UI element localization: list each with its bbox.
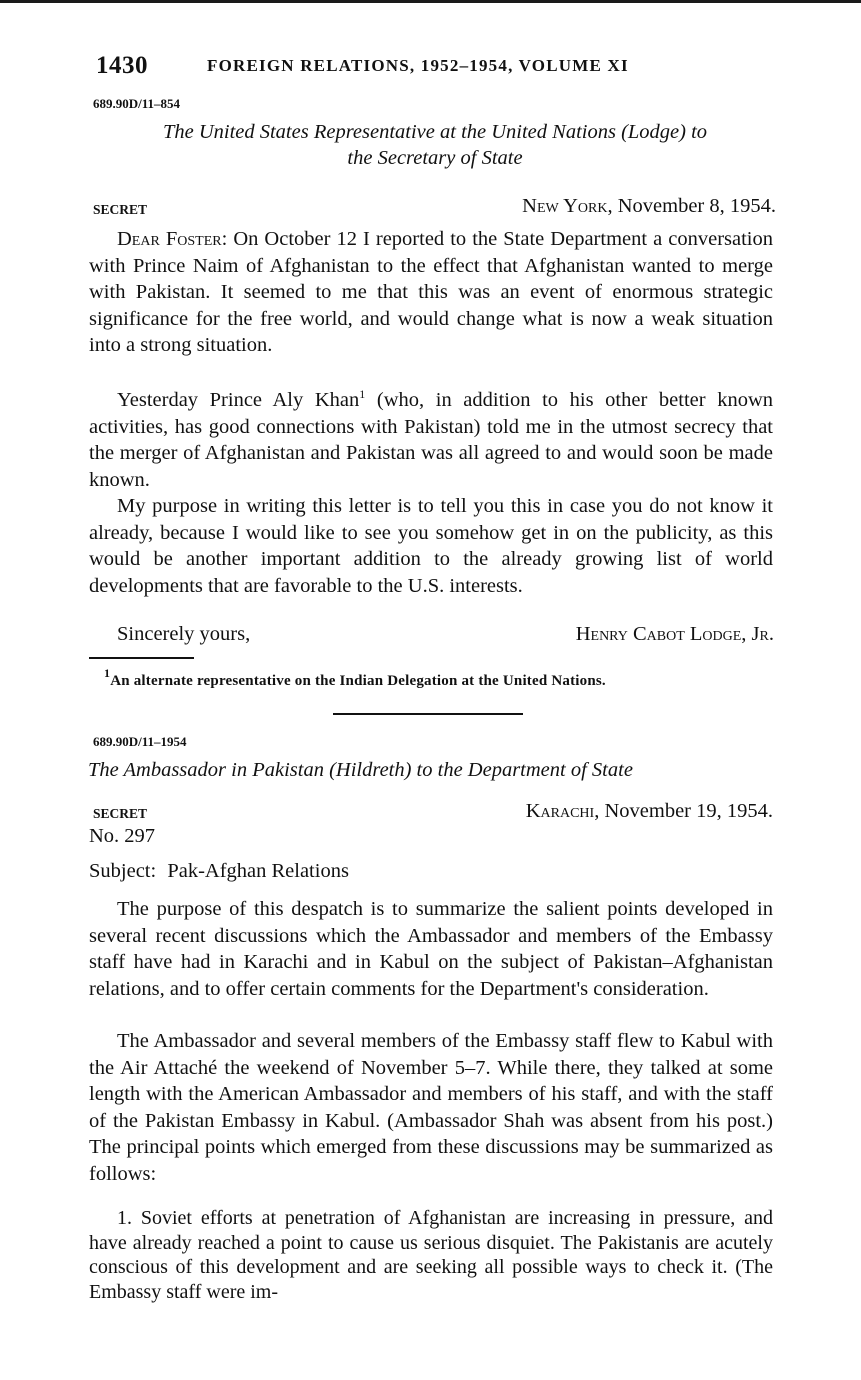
doc2-dateline-place: Karachi [525, 800, 595, 822]
doc1-paragraph-2-before: Yesterday Prince Aly Khan [117, 389, 360, 411]
doc1-salutation: Dear Foster: [117, 228, 228, 250]
footnote-mark: 1 [104, 666, 111, 680]
doc1-title-line2: the Secretary of State [347, 147, 523, 169]
top-border-rule [0, 0, 861, 3]
doc2-subject-line [89, 860, 349, 883]
page-number: 1430 [96, 52, 148, 79]
doc2-paragraph-1: The purpose of this despatch is to summarize the salient points developed in several recent discussions which the Ambassador and members of the Embassy staff have had in Karachi and in Kabul on the subject of Pakistan–Afghanistan relations, and to offer certain comments for the Department's consideration. [89, 898, 773, 1000]
doc2-file-number: 689.90D/11–1954 [93, 734, 187, 749]
doc2-dateline [526, 800, 773, 823]
doc1-file-number: 689.90D/11–854 [93, 96, 181, 111]
footnote-reference: 1 [359, 387, 366, 401]
document-separator-rule [333, 713, 523, 715]
doc2-point-1: 1. Soviet efforts at penetration of Afghanistan are increasing in pressure, and have already reached a point to cause us serious disquiet. The Pakistanis are acutely conscious of this development and are seeking all possible ways to check it. (The Embassy staff were im- [89, 1207, 773, 1303]
doc1-classification: SECRET [93, 202, 148, 217]
doc1-footnote-text: An alternate representative on the Indian Delegation at the United Nations. [110, 673, 606, 689]
doc1-dateline-place: New York [522, 195, 608, 217]
doc1-paragraph-2 [89, 387, 773, 493]
doc2-subject-label: Subject: [89, 860, 157, 882]
doc1-paragraph-3: My purpose in writing this letter is to tell you this in case you do not know it already, because I would like to see you somehow get in on the publicity, as this would be another important addition to the already growing list of world developments that are favorable to the U.S. interests. [89, 495, 773, 597]
doc1-dateline-date: , November 8, 1954. [607, 195, 776, 217]
footnote-rule [89, 657, 194, 659]
doc1-footnote [104, 666, 606, 690]
running-head: FOREIGN RELATIONS, 1952–1954, VOLUME XI [207, 56, 629, 75]
doc1-dateline [522, 195, 776, 218]
doc1-paragraph-2-after: (who, in addition to his other better known activities, has good connections with Pakistan) told me in the utmost secrecy that the merger of Afghanistan and Pakistan was all agreed to and would soon be made known. [89, 389, 773, 491]
doc1-title-line1: The United States Representative at the United Nations (Lodge) to [162, 121, 708, 143]
doc1-paragraph-1-text: On October 12 I reported to the State Department a conversation with Prince Naim of Afghanistan to the effect that Afghanistan wanted to merge with Pakistan. It seemed to me that this was an event of enormous strategic significance for the free world, and would change what is now a weak situation into a strong situation. [89, 228, 773, 356]
doc2-classification: SECRET [93, 806, 148, 821]
doc2-dateline-date: , November 19, 1954. [594, 800, 773, 822]
doc1-paragraph-1 [89, 226, 773, 359]
doc1-signature: Henry Cabot Lodge, Jr. [575, 623, 774, 645]
doc1-title [90, 119, 780, 171]
doc2-title: The Ambassador in Pakistan (Hildreth) to the Department of State [88, 759, 633, 781]
doc2-despatch-number: No. 297 [89, 825, 156, 847]
doc2-subject-text: Pak-Afghan Relations [167, 860, 349, 882]
doc2-paragraph-2: The Ambassador and several members of the Embassy staff flew to Kabul with the Air Attaché the weekend of November 5–7. While there, they talked at some length with the American Ambassador and members of his staff, and with the staff of the Pakistan Embassy in Kabul. (Ambassador Shah was absent from his post.) The principal points which emerged from these discussions may be summarized as follows: [89, 1030, 773, 1185]
doc1-closing: Sincerely yours, [117, 623, 251, 645]
